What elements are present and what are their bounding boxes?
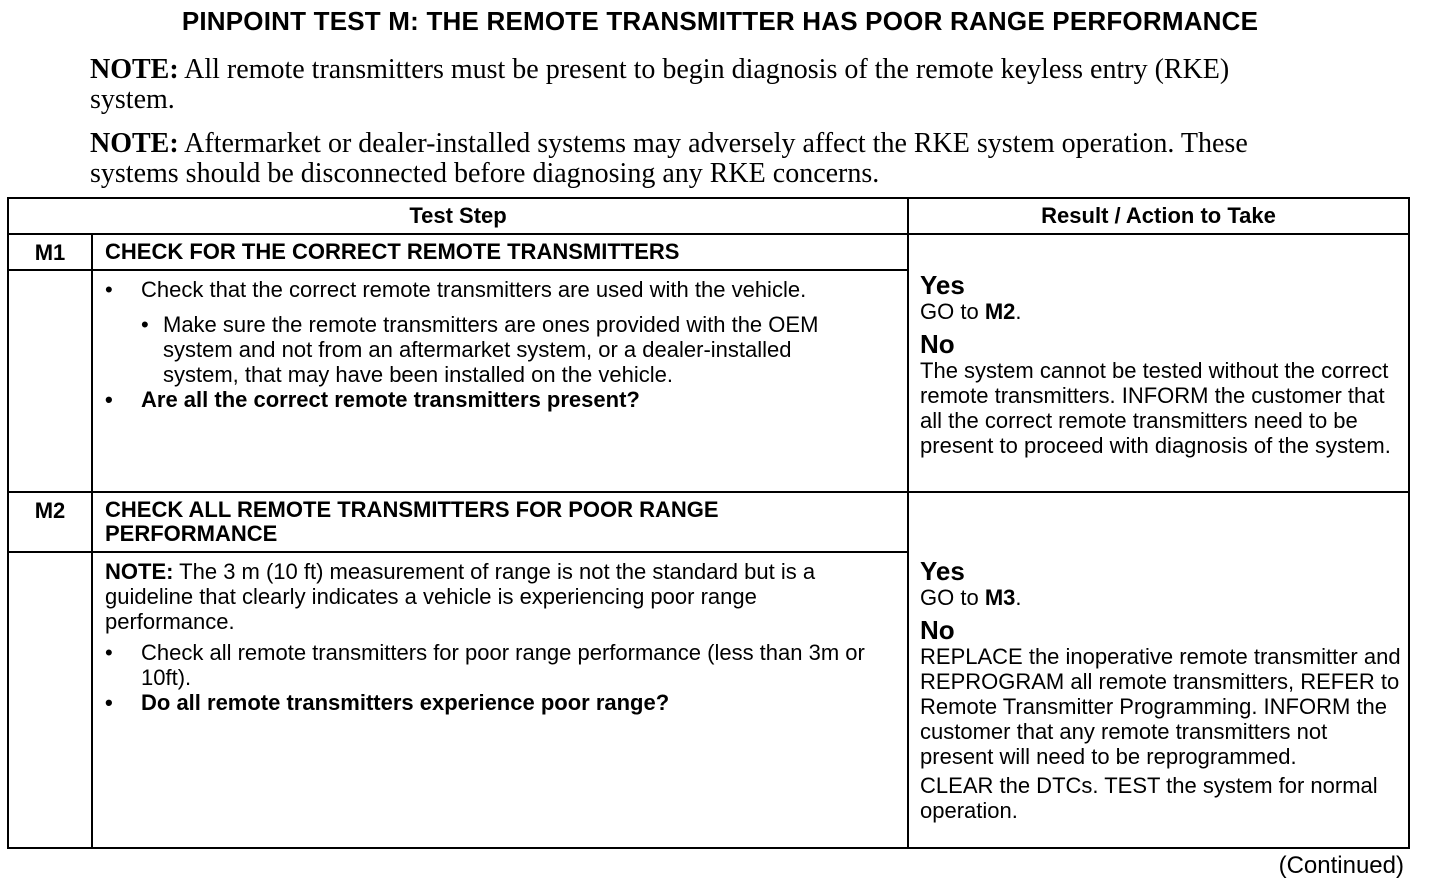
step-result	[908, 234, 1409, 492]
no-action: REPLACE the inoperative remote transmitter and REPROGRAM all remote transmitters, REFER to Remote Transmitter Programming. INFORM the customer that any remote transmitters not present will need to be reprogrammed.	[920, 644, 1401, 769]
yes-action-suffix: .	[1015, 299, 1022, 324]
step-question: • Are all the correct remote transmitters present?	[105, 387, 867, 412]
note-text: All remote transmitters must be present to begin diagnosis of the remote keyless entry (RKE) system.	[90, 54, 1230, 115]
no-label: No	[920, 329, 955, 359]
header-result-action: Result / Action to Take	[908, 198, 1409, 234]
header-test-step: Test Step	[8, 198, 908, 234]
note-label: NOTE:	[90, 54, 179, 85]
step-result	[908, 492, 1409, 848]
pinpoint-test-table	[7, 197, 1410, 849]
yes-action-text: GO to	[920, 585, 985, 610]
yes-action-target: M3	[984, 585, 1016, 610]
step-question: • Do all remote transmitters experience poor range?	[105, 690, 867, 715]
step-id: M1	[8, 234, 92, 270]
step-id: M2	[8, 492, 92, 552]
step-sub-bullet: • Make sure the remote transmitters are ones provided with the OEM system and not from an aftermarket system, or a dealer-installed system, that may have been installed on the vehicle.	[105, 312, 867, 387]
no-action: The system cannot be tested without the correct remote transmitters. INFORM the customer that all the correct remote transmitters need to be present to proceed with diagnosis of the system.	[920, 358, 1391, 458]
yes-label: Yes	[920, 556, 965, 586]
continued-label: (Continued)	[1278, 852, 1404, 879]
note-rke-diagnosis	[90, 55, 1305, 115]
step-id-blank	[8, 552, 92, 848]
step-bullet: • Check that the correct remote transmitters are used with the vehicle.	[105, 277, 867, 302]
yes-action-text: GO to	[920, 299, 985, 324]
step-body	[92, 552, 908, 848]
table-header-row	[8, 198, 1409, 234]
step-note-label: NOTE:	[105, 559, 174, 584]
step-bullet: • Check all remote transmitters for poor range performance (less than 3m or 10ft).	[105, 640, 867, 690]
no-label: No	[920, 615, 955, 645]
step-title-row	[8, 492, 1409, 552]
page-title: PINPOINT TEST M: THE REMOTE TRANSMITTER HAS POOR RANGE PERFORMANCE	[181, 6, 1259, 36]
yes-action	[920, 299, 1402, 324]
yes-action-target: M2	[984, 299, 1016, 324]
step-note	[105, 559, 867, 634]
step-title: CHECK ALL REMOTE TRANSMITTERS FOR POOR RANGE PERFORMANCE	[92, 492, 908, 552]
step-body	[92, 270, 908, 492]
no-action-followup: CLEAR the DTCs. TEST the system for normal operation.	[920, 773, 1378, 823]
yes-label: Yes	[920, 270, 965, 300]
note-text: Aftermarket or dealer-installed systems may adversely affect the RKE system operation. These systems should be disconnected before diagnosing any RKE concerns.	[90, 128, 1248, 189]
step-title: CHECK FOR THE CORRECT REMOTE TRANSMITTERS	[92, 234, 908, 270]
note-aftermarket	[90, 129, 1305, 189]
yes-action	[920, 585, 1402, 610]
step-id-blank	[8, 270, 92, 492]
step-title-row	[8, 234, 1409, 270]
step-note-text: The 3 m (10 ft) measurement of range is not the standard but is a guideline that clearly indicates a vehicle is experiencing poor range performance.	[105, 559, 816, 634]
note-label: NOTE:	[90, 128, 179, 159]
yes-action-suffix: .	[1015, 585, 1022, 610]
